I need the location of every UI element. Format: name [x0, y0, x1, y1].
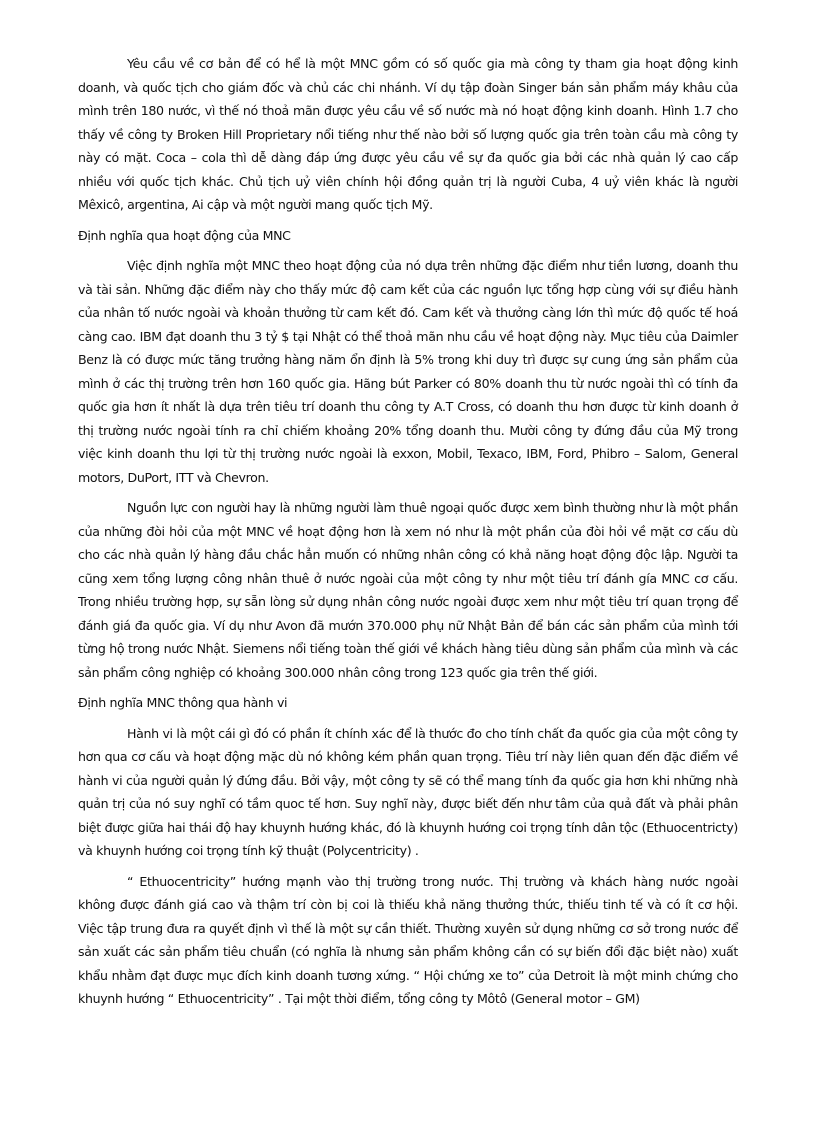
section-heading: Định nghĩa MNC thông qua hành vi	[78, 695, 288, 710]
section-heading: Định nghĩa qua hoạt động của MNC	[78, 227, 291, 243]
paragraph: Hành vi là một cái gì đó có phần ít chính xác để là thước đo cho tính chất đa quốc gia của một công ty hơn qua cơ cấu và hoạt động mặc dù nó không kém phần quan trọng. Tiêu trí này liên quan đến đặc điểm về hành vi của người quản lý đứng đầu. Bởi vậy, một công ty sẽ có thể mang tính đa quốc gia hơn khi những nhà quản trị của nó suy nghĩ có tầm quoc tế hơn. Suy nghĩ này, được biết đến như tâm của quả đất và phải phân biệt được giữa hai thái độ hay khuynh hướng khác, đó là khuynh hướng coi trọng tính dân tộc (Ethuocentricty) và khuynh hướng coi trọng tính kỹ thuật (Polycentricity) .	[78, 725, 738, 858]
document-page	[78, 52, 738, 1018]
paragraph: Việc định nghĩa một MNC theo hoạt động của nó dựa trên những đặc điểm như tiền lương, doanh thu và tài sản. Những đặc điểm này cho thấy mức độ cam kết của các nguồn lực tổng hợp cùng với sự điều hành của nhân tố nước ngoài và khoản thưởng từ cam kết đó. Cam kết và thưởng càng lớn thì mức độ quốc tế hoá càng cao. IBM đạt doanh thu 3 tỷ $ tại Nhật có thể thoả mãn nhu cầu về hoạt động này. Mục tiêu của Daimler Benz là có được mức tăng trưởng hàng năm ổn định là 5% trong khi duy trì được sự cung ứng sản phẩm của mình ở các thị trường trên hơn 160 quốc gia. Hãng bút Parker có 80% doanh thu từ nước ngoài thì có tính đa quốc gia hơn ít nhất là dựa trên tiêu trí doanh thu công ty A.T Cross, có doanh thu hơn được từ kinh doanh ở thị trường nước ngoài tính ra chỉ chiếm khoảng 20% tổng doanh thu. Mười công ty đứng đầu của Mỹ trong việc kinh doanh thu lợi từ thị trường nước ngoài là exxon, Mobil, Texaco, IBM, Ford, Phibro – Salom, General motors, DuPort, ITT và Chevron.	[78, 258, 738, 485]
paragraph: “ Ethuocentricity” hướng mạnh vào thị trường trong nước. Thị trường và khách hàng nước ngoài không được đánh giá cao và thậm trí còn bị coi là thiếu khả năng thưởng thức, thiếu tinh tế và có ít cơ hội. Việc tập trung đưa ra quyết định vì thế là một sự cần thiết. Thường xuyên sử dụng những cơ sở trong nước để sản xuất các sản phẩm tiêu chuẩn (có nghĩa là nhưng sản phẩm không cần có sự biến đổi đặc biệt nào) xuất khẩu nhằm đạt được mục đích kinh doanh tương xứng. “ Hội chứng xe to” của Detroit là một minh chứng cho khuynh hướng “ Ethuocentricity” . Tại một thời điểm, tổng công ty Môtô (General motor – GM)	[78, 873, 738, 1006]
paragraph: Nguồn lực con người hay là những người làm thuê ngoại quốc được xem bình thường như là một phần của những đòi hỏi của một MNC về hoạt động hơn là xem nó như là một phần của đòi hỏi về mặt cơ cấu dù cho các nhà quản lý hàng đầu chắc hẳn muốn có những nhân công có khả năng hoạt động độc lập. Người ta cũng xem tổng lượng công nhân thuê ở nước ngoài của một công ty như một tiêu trí đánh gía MNC cơ cấu. Trong nhiều trường hợp, sự sẵn lòng sử dụng nhân công nước ngoài được xem như một tiêu trí quan trọng để đánh giá đa quốc gia. Ví dụ như Avon đã mướn 370.000 phụ nữ Nhật Bản để bán các sản phẩm của mình tới từng hộ trong nước Nhật. Siemens nổi tiếng toàn thế giới về khách hàng tiêu dùng sản phẩm của mình và các sản phẩm công nghiệp có khoảng 300.000 nhân công trong 123 quốc gia trên thế giới.	[78, 500, 738, 680]
paragraph: Yêu cầu về cơ bản để có hể là một MNC gồm có số quốc gia mà công ty tham gia hoạt động kinh doanh, và quốc tịch cho giám đốc và chủ các chi nhánh. Ví dụ tập đoàn Singer bán sản phẩm máy khâu của mình trên 180 nước, vì thế nó thoả mãn được yêu cầu về số nước mà nó hoạt động kinh doanh. Hình 1.7 cho thấy về công ty Broken Hill Proprietary nổi tiếng như thế nào bởi số lượng quốc gia trên toàn cầu mà công ty này có mặt. Coca – cola thì dễ dàng đáp ứng được yêu cầu về sự đa quốc gia bởi các nhà quản lý cao cấp nhiều với quốc tịch khác. Chủ tịch uỷ viên chính hội đồng quản trị là người Cuba, 4 uỷ viên khác là người Mêxicô, argentina, Ai cập và một người mang quốc tịch Mỹ.	[78, 56, 738, 212]
